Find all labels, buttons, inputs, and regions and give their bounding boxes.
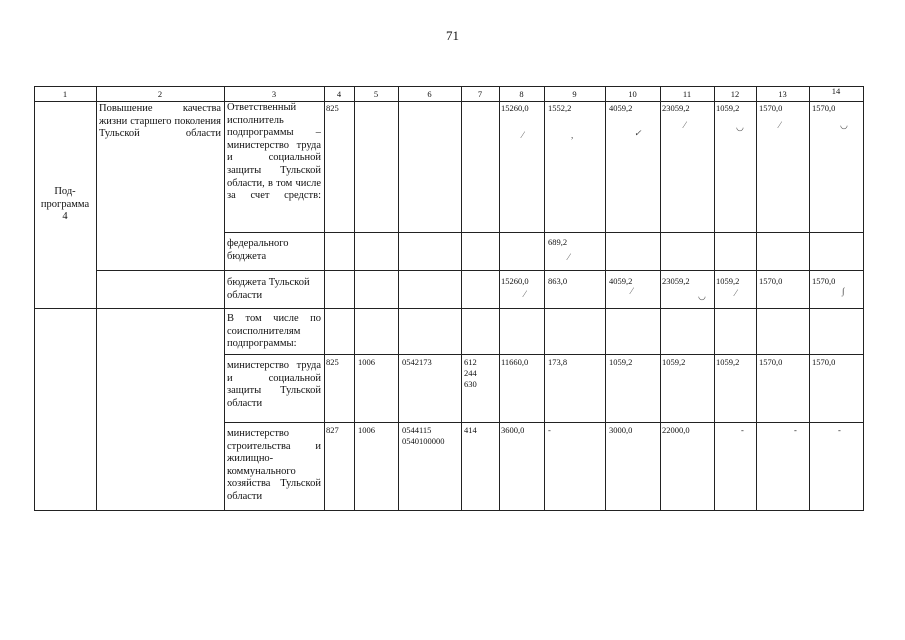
row-labor-c8: 11660,0	[501, 357, 529, 367]
check-mark-icon: ⁄	[568, 252, 570, 262]
row-labor-c4: 825	[326, 357, 339, 367]
row-construction-c10: 3000,0	[609, 425, 633, 435]
row-regional-c14: 1570,0	[812, 276, 836, 286]
check-mark-icon: ⁄	[522, 130, 524, 140]
row-construction-label: министерство строительства и жилищно-коммунального хозяйства Тульской области	[227, 428, 321, 502]
check-mark-icon: ⁄	[524, 289, 526, 299]
check-mark-icon: ⁄	[779, 120, 781, 130]
row-coexec-label: В том числе по соисполнителям подпрограммы:	[227, 313, 321, 350]
row-regional-c8: 15260,0	[501, 276, 529, 286]
row-labor-c7: 612 244 630	[464, 357, 477, 389]
header-col-11: 11	[682, 89, 692, 99]
program-name: Повышение качества жизни старшего поколения Тульской области	[99, 103, 221, 140]
check-mark-icon: ◡	[840, 120, 848, 130]
row-labor-label: министерство труда и социальной защиты Тульской области	[227, 360, 321, 409]
budget-table	[34, 86, 864, 510]
row-construction-c11: 22000,0	[662, 425, 690, 435]
page-number: 71	[446, 28, 459, 43]
row-responsible-c8: 15260,0	[501, 103, 529, 113]
row-responsible-c10: 4059,2	[609, 103, 633, 113]
header-col-4: 4	[336, 89, 342, 99]
row-responsible-c14: 1570,0	[812, 103, 836, 113]
header-col-7: 7	[477, 89, 483, 99]
row-labor-c9: 173,8	[548, 357, 568, 367]
header-col-5: 5	[373, 89, 379, 99]
header-col-2: 2	[157, 89, 163, 99]
row-construction-c12: -	[741, 425, 744, 435]
subprogram-line-1: Под-	[54, 186, 76, 197]
row-regional-label: бюджета Тульской области	[227, 277, 310, 301]
row-labor-c13: 1570,0	[759, 357, 783, 367]
row-regional-c11: 23059,2	[662, 276, 690, 286]
header-col-14: 14	[831, 86, 841, 96]
row-labor-c14: 1570,0	[812, 357, 836, 367]
row-construction-c9: -	[548, 425, 551, 435]
row-federal-c9: 689,2	[548, 237, 568, 247]
row-responsible-c12: 1059,2	[716, 103, 740, 113]
subprogram-label	[35, 186, 95, 224]
row-construction-c6: 0544115 0540100000	[402, 425, 445, 446]
row-construction-c7: 414	[464, 425, 477, 435]
header-col-1: 1	[62, 89, 68, 99]
row-responsible-c4: 825	[326, 103, 339, 113]
row-federal-label: федерального бюджета	[227, 238, 289, 262]
check-mark-icon: ⁄	[684, 120, 686, 130]
row-responsible-c9: 1552,2	[548, 103, 572, 113]
header-col-8: 8	[519, 89, 524, 99]
subprogram-line-3: 4	[62, 211, 68, 223]
row-construction-c14: -	[838, 425, 841, 435]
row-construction-c4: 827	[326, 425, 339, 435]
check-mark-icon: ✓	[634, 128, 642, 138]
header-col-9: 9	[572, 89, 577, 99]
row-labor-c11: 1059,2	[662, 357, 686, 367]
header-col-10: 10	[628, 89, 637, 99]
header-col-12: 12	[730, 89, 740, 99]
row-regional-c12: 1059,2	[716, 276, 740, 286]
row-labor-c5: 1006	[358, 357, 375, 367]
row-regional-c13: 1570,0	[759, 276, 783, 286]
header-col-3: 3	[271, 89, 277, 99]
row-labor-c10: 1059,2	[609, 357, 633, 367]
check-mark-icon: ,	[571, 130, 574, 140]
header-col-13: 13	[778, 89, 787, 99]
header-col-6: 6	[427, 89, 432, 99]
row-construction-c8: 3600,0	[501, 425, 525, 435]
row-construction-c5: 1006	[358, 425, 375, 435]
row-labor-c6: 0542173	[402, 357, 432, 367]
row-responsible-label: Ответственный исполнитель подпрограммы – министерство труда и социальной защиты Тульской области, в том числе за счет средств:	[227, 102, 321, 202]
check-mark-icon: ◡	[736, 122, 744, 132]
check-mark-icon: ⁄	[631, 286, 633, 296]
row-labor-c12: 1059,2	[716, 357, 740, 367]
row-responsible-c11: 23059,2	[662, 103, 690, 113]
row-responsible-c13: 1570,0	[759, 103, 783, 113]
check-mark-icon: ∫	[842, 286, 845, 296]
subprogram-line-2: программа	[40, 198, 90, 210]
row-regional-c10: 4059,2	[609, 276, 633, 286]
row-construction-c13: -	[794, 425, 797, 435]
check-mark-icon: ⁄	[735, 288, 737, 298]
check-mark-icon: ◡	[698, 291, 706, 301]
row-regional-c9: 863,0	[548, 276, 568, 286]
